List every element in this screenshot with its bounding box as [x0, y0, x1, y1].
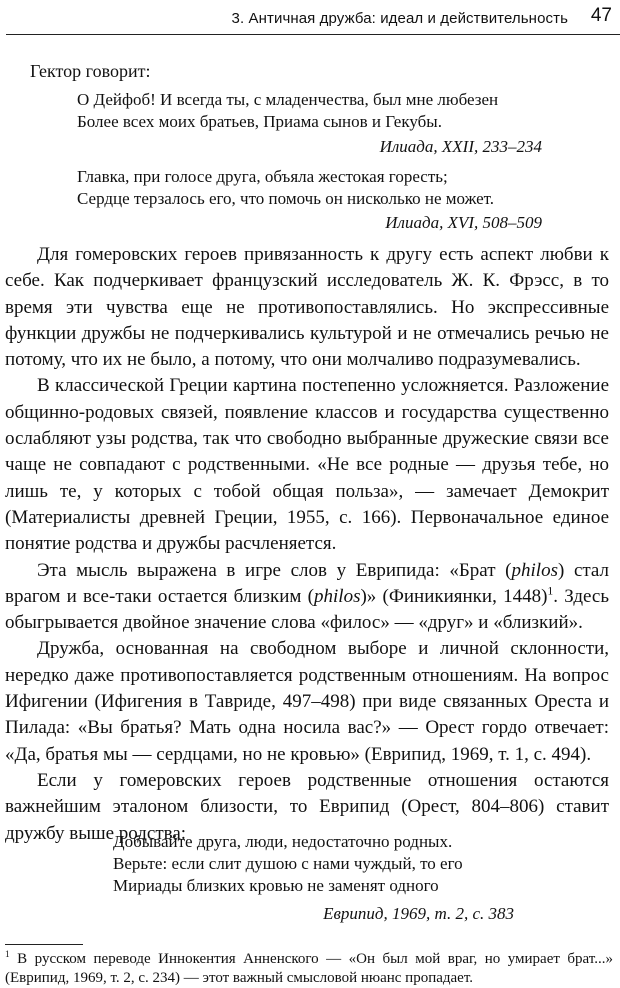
verse-line: Более всех моих братьев, Приама сынов и Гекубы.: [77, 112, 442, 131]
verse-block-3: [113, 831, 463, 897]
footnote-mark: 1: [5, 950, 10, 960]
quote-intro: Гектор говорит:: [30, 61, 151, 81]
footnote-rule: [5, 944, 83, 945]
footnote-text: В русском переводе Иннокентия Анненского — «Он был мой враг, но умирает брат...» (Еврипид, 1969, т. 2, с. 234) — этот важный смысловой нюанс пропадает.: [5, 951, 613, 986]
verse-line: Сердце терзалось его, что помочь он нисколько не может.: [77, 189, 495, 208]
main-text: [5, 242, 609, 847]
running-title: 3. Античная дружба: идеал и действительность: [231, 10, 568, 27]
paragraph: Дружба, основанная на свободном выборе и личной склонности, нередко даже противопоставляется родственным отношениям. На вопрос Ифигении (Ифигения в Тавриде, 497–498) при виде связанных Ореста и Пилада: «Вы братья? Мать одна носила вас?» — Орест гордо отвечает: «Да, братья мы — сердцами, но не кровью» (Еврипид, 1969, т. 1, с. 494).: [5, 638, 609, 765]
greek-term: philos: [314, 585, 361, 607]
verse-line: Добывайте друга, люди, недостаточно родных.: [113, 832, 453, 851]
paragraph: Если у гомеровских героев родственные отношения остаются важнейшим эталоном близости, то Еврипид (Орест, 804–806) ставит дружбу выше родства:: [5, 769, 609, 844]
paragraph: В классической Греции картина постепенно усложняется. Разложение общинно-родовых связей, появление классов и государства существенно ослабляют узы родства, так что свободно выбранные дружеские связи все чаще не совпадают с родственными. «Не все родные — друзья тебе, но лишь те, у которых с тобой общая польза», — замечает Демокрит (Материалисты древней Греции, 1955, с. 166). Первоначальное единое понятие родства и дружбы расчленяется.: [5, 375, 609, 555]
verse-source-1: Илиада, XXII, 233–234: [379, 137, 542, 156]
verse-line: Главка, при голосе друга, объяла жестокая горесть;: [77, 167, 448, 186]
verse-line: О Дейфоб! И всегда ты, с младенчества, был мне любезен: [77, 90, 499, 109]
paragraph: Для гомеровских героев привязанность к другу есть аспект любви к себе. Как подчеркивает французский исследователь Ж. К. Фрэсс, в то время эти чувства еще не противопоставлялись. Но экспрессивные функции дружбы не подчеркивались культурой и не отмечались речью не потому, что их не было, а потому, что они молчаливо подразумевались.: [5, 244, 609, 371]
verse-source-3: Еврипид, 1969, т. 2, с. 383: [323, 904, 514, 923]
verse-source-2: Илиада, XVI, 508–509: [385, 213, 542, 232]
page-header: [6, 4, 612, 30]
footnote-ref: 1: [547, 584, 554, 598]
verse-line: Мириады близких кровью не заменят одного: [113, 876, 439, 895]
footnote: [5, 950, 613, 988]
verse-block-2: [77, 166, 494, 210]
greek-term: philos: [511, 559, 558, 581]
paragraph: Эта мысль выражена в игре слов у Еврипида: «Брат (philos) стал врагом и все-таки остается близким (philos)» (Финикиянки, 1448)$^1$. Здесь обыгрывается двойное значение слова «филос» — «друг» и «близкий».: [5, 559, 610, 634]
verse-block-1: [77, 89, 498, 133]
verse-line: Верьте: если слит душою с нами чуждый, то его: [113, 854, 463, 873]
page-number: 47: [590, 5, 612, 26]
header-rule: [6, 34, 620, 35]
